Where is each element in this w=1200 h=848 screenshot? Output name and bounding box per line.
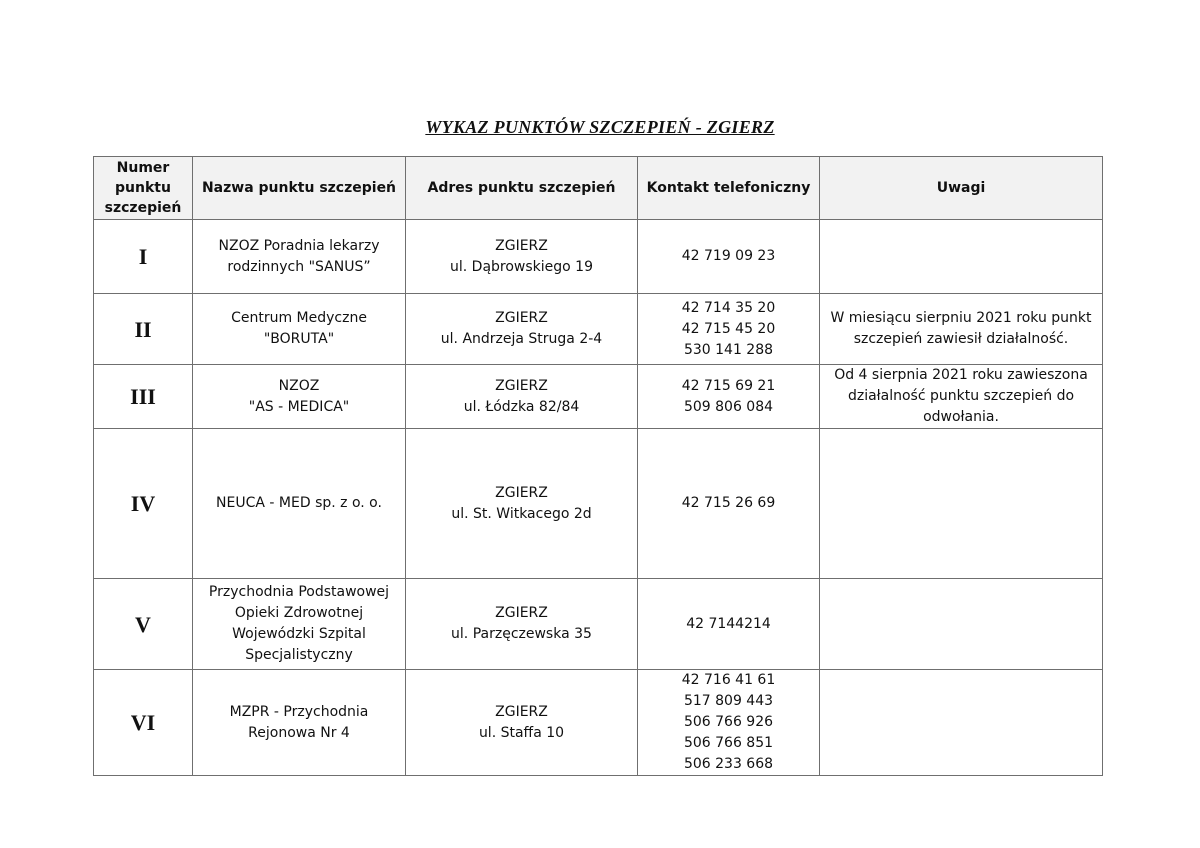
point-name-line: NZOZ Poradnia lekarzy [218,237,380,254]
point-number: IV [94,429,193,579]
phone-number: 509 806 084 [683,398,774,415]
table-row [94,365,1103,429]
point-name-line: MZPR - Przychodnia [229,703,369,720]
point-number: V [94,579,193,670]
note-line: W miesiącu sierpniu 2021 roku punkt [830,310,1092,326]
address-city: ZGIERZ [495,377,548,394]
point-name-line: Wojewódzki Szpital [232,626,366,642]
phone-number: 42 715 45 20 [681,320,776,337]
point-name [193,294,406,365]
point-notes [820,670,1103,776]
vaccination-points-table [93,156,1103,776]
address-street: ul. St. Witkacego 2d [451,505,592,522]
note-line: odwołania. [923,409,999,425]
phone-number: 42 716 41 61 [681,672,776,688]
phone-number: 42 719 09 23 [681,248,776,264]
point-name-line: "AS - MEDICA" [248,398,350,415]
phone-number: 42 714 35 20 [681,299,776,316]
table-header-row [94,157,1103,220]
phone-number: 530 141 288 [683,341,774,358]
point-name-line: NZOZ [278,377,320,394]
point-number: III [94,365,193,429]
point-address [406,294,638,365]
point-name-line: "BORUTA" [263,331,335,347]
note-line: Od 4 sierpnia 2021 roku zawieszona [834,367,1088,383]
header-number-line: Numer [116,160,170,176]
point-name [193,670,406,776]
point-name-line: rodzinnych "SANUS” [227,258,371,275]
note-line: działalność punktu szczepień do [847,388,1075,404]
header-address: Adres punktu szczepień [406,157,638,220]
point-name-line: Specjalistyczny [245,647,353,663]
address-city: ZGIERZ [495,310,548,326]
header-phone: Kontakt telefoniczny [638,157,820,220]
point-address [406,365,638,429]
point-address [406,429,638,579]
point-notes [820,294,1103,365]
note-line: szczepień zawiesił działalność. [853,331,1069,347]
point-number: II [94,294,193,365]
point-name-line: Przychodnia Podstawowej [208,584,390,600]
address-city: ZGIERZ [495,703,548,720]
point-phones [638,220,820,294]
address-city: ZGIERZ [495,237,548,254]
point-phones [638,294,820,365]
point-notes [820,429,1103,579]
address-street: ul. Parzęczewska 35 [451,626,592,642]
phone-number: 506 766 851 [683,735,774,751]
point-notes [820,220,1103,294]
point-number: VI [94,670,193,776]
phone-number: 42 7144214 [686,615,771,632]
point-name-line: NEUCA - MED sp. z o. o. [216,495,382,511]
point-notes [820,579,1103,670]
address-city: ZGIERZ [495,484,548,501]
point-name [193,579,406,670]
header-name: Nazwa punktu szczepień [193,157,406,220]
point-name [193,365,406,429]
point-address [406,579,638,670]
address-street: ul. Andrzeja Struga 2-4 [440,331,603,347]
header-number [94,157,193,220]
point-phones [638,429,820,579]
document-title: WYKAZ PUNKTÓW SZCZEPIEŃ - ZGIERZ [425,117,775,137]
point-phones [638,365,820,429]
point-address [406,220,638,294]
phone-number: 506 766 926 [683,714,774,730]
table-row [94,294,1103,365]
point-phones [638,579,820,670]
point-number: I [94,220,193,294]
address-street: ul. Dąbrowskiego 19 [450,258,593,275]
phone-number: 517 809 443 [683,693,774,709]
address-city: ZGIERZ [495,605,548,621]
point-phones [638,670,820,776]
point-name-line: Opieki Zdrowotnej [234,605,364,621]
address-street: ul. Łódzka 82/84 [463,398,580,415]
point-name-line: Centrum Medyczne [231,310,367,326]
table-row [94,220,1103,294]
table-row [94,670,1103,776]
phone-number: 506 233 668 [683,756,774,772]
point-name-line: Rejonowa Nr 4 [248,724,350,741]
point-notes [820,365,1103,429]
table-row [94,579,1103,670]
phone-number: 42 715 69 21 [681,377,776,394]
header-notes: Uwagi [820,157,1103,220]
point-name [193,220,406,294]
point-name [193,429,406,579]
header-number-line: szczepień [104,200,182,216]
table-row [94,429,1103,579]
address-street: ul. Staffa 10 [478,724,565,741]
point-address [406,670,638,776]
header-number-line: punktu [115,180,171,196]
phone-number: 42 715 26 69 [681,495,776,511]
